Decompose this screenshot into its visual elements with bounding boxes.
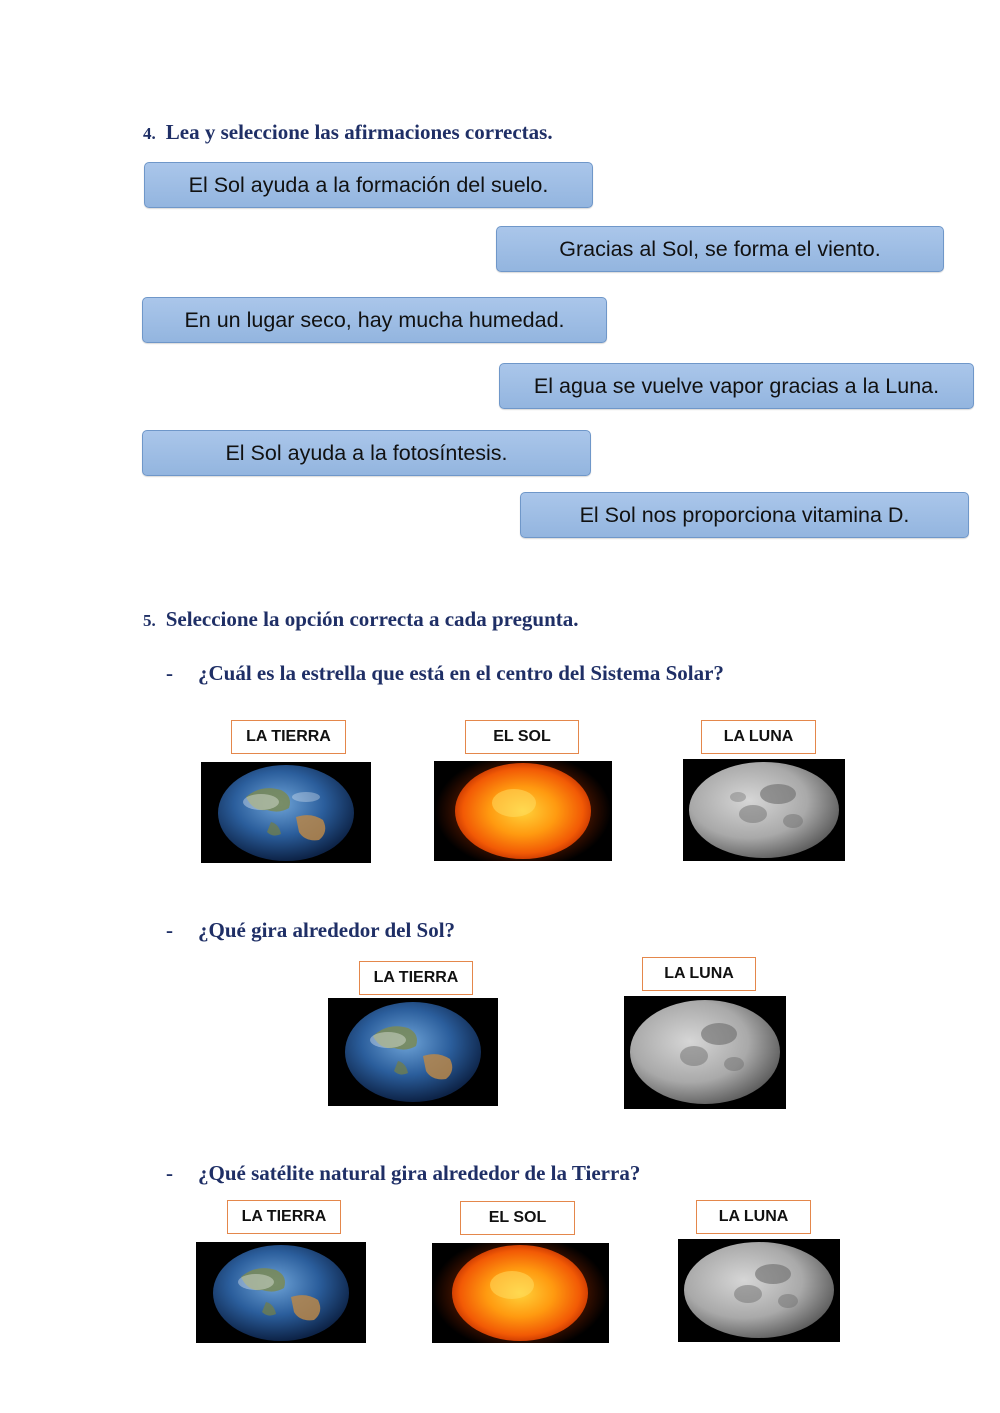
section-5-title: Seleccione la opción correcta a cada pregunta. xyxy=(165,607,579,631)
question-1 xyxy=(166,661,724,686)
moon-image[interactable] xyxy=(624,996,786,1109)
question-1-text: ¿Cuál es la estrella que está en el centro del Sistema Solar? xyxy=(198,661,724,685)
sun-image[interactable] xyxy=(434,761,612,861)
section-5-number: 5. xyxy=(143,611,156,630)
question-2-text: ¿Qué gira alrededor del Sol? xyxy=(198,918,456,942)
option-label-la-luna[interactable]: LA LUNA xyxy=(701,720,816,754)
statement-option[interactable]: El Sol nos proporciona vitamina D. xyxy=(520,492,969,538)
section-4-number: 4. xyxy=(143,124,156,143)
section-4-heading xyxy=(143,120,553,145)
option-label-el-sol[interactable]: EL SOL xyxy=(460,1201,575,1235)
section-4-title: Lea y seleccione las afirmaciones correctas. xyxy=(165,120,553,144)
statement-option[interactable]: El agua se vuelve vapor gracias a la Luna. xyxy=(499,363,974,409)
statement-option[interactable]: El Sol ayuda a la formación del suelo. xyxy=(144,162,593,208)
sun-icon xyxy=(432,1243,609,1343)
option-label-la-tierra[interactable]: LA TIERRA xyxy=(359,961,473,995)
earth-icon xyxy=(201,762,371,863)
earth-image[interactable] xyxy=(196,1242,366,1343)
earth-image[interactable] xyxy=(328,998,498,1106)
moon-icon xyxy=(678,1239,840,1342)
bullet-dash: - xyxy=(166,918,173,942)
statement-option[interactable]: Gracias al Sol, se forma el viento. xyxy=(496,226,944,272)
sun-icon xyxy=(434,761,612,861)
earth-image[interactable] xyxy=(201,762,371,863)
section-5-heading xyxy=(143,607,579,632)
sun-image[interactable] xyxy=(432,1243,609,1343)
option-label-la-tierra[interactable]: LA TIERRA xyxy=(227,1200,341,1234)
question-2 xyxy=(166,918,455,943)
moon-image[interactable] xyxy=(683,759,845,861)
question-3 xyxy=(166,1161,640,1186)
bullet-dash: - xyxy=(166,661,173,685)
earth-icon xyxy=(196,1242,366,1343)
bullet-dash: - xyxy=(166,1161,173,1185)
statement-option[interactable]: El Sol ayuda a la fotosíntesis. xyxy=(142,430,591,476)
moon-icon xyxy=(683,759,845,861)
question-3-text: ¿Qué satélite natural gira alrededor de la Tierra? xyxy=(198,1161,641,1185)
earth-icon xyxy=(328,998,498,1106)
option-label-la-luna[interactable]: LA LUNA xyxy=(642,957,756,991)
option-label-la-tierra[interactable]: LA TIERRA xyxy=(231,720,346,754)
option-label-el-sol[interactable]: EL SOL xyxy=(465,720,579,754)
option-label-la-luna[interactable]: LA LUNA xyxy=(696,1200,811,1234)
moon-image[interactable] xyxy=(678,1239,840,1342)
statement-option[interactable]: En un lugar seco, hay mucha humedad. xyxy=(142,297,607,343)
moon-icon xyxy=(624,996,786,1109)
